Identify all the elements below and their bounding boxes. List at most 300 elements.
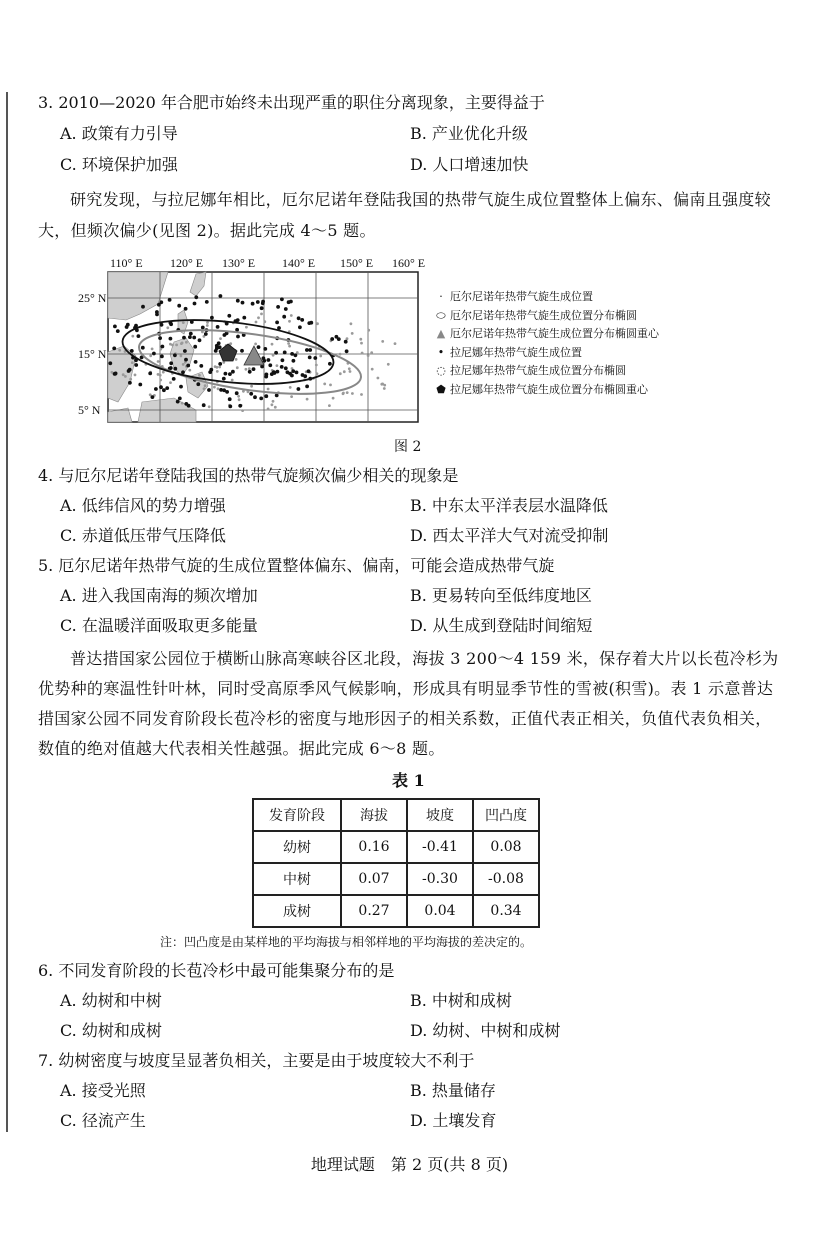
page-footer: 地理试题 第 2 页(共 8 页) [310, 1155, 509, 1174]
cyclone-point [125, 325, 129, 329]
table-cell: -0.41 [407, 831, 473, 863]
cyclone-point [271, 403, 274, 406]
cyclone-point [308, 356, 312, 360]
cyclone-point [222, 377, 226, 381]
cyclone-point [282, 315, 286, 319]
cyclone-point [169, 361, 173, 365]
cyclone-point [128, 381, 132, 385]
header-convexity: 凹凸度 [473, 799, 539, 831]
cyclone-point [127, 369, 131, 373]
q6-option-a[interactable]: A. 幼树和中树 [60, 991, 162, 1010]
cyclone-point [157, 360, 160, 363]
q4-option-a[interactable]: A. 低纬信风的势力增强 [60, 496, 226, 515]
cyclone-point [151, 395, 155, 399]
cyclone-point [134, 374, 137, 377]
cyclone-point [260, 313, 263, 316]
cyclone-point [219, 337, 222, 340]
table-cell: -0.30 [407, 863, 473, 895]
cyclone-point [201, 326, 205, 330]
cyclone-point [272, 370, 276, 374]
cyclone-point [271, 343, 274, 346]
cyclone-point [118, 349, 121, 352]
q4-option-b[interactable]: B. 中东太平洋表层水温降低 [410, 496, 608, 515]
cyclone-point [236, 366, 239, 369]
cyclone-point [289, 386, 292, 389]
cyclone-point [296, 351, 299, 354]
cyclone-point [206, 321, 209, 324]
table-1 [252, 798, 540, 928]
cyclone-point [206, 324, 209, 327]
figure-2-legend [434, 288, 659, 399]
cyclone-point [290, 314, 293, 317]
cyclone-point [155, 310, 159, 314]
cyclone-point [253, 395, 257, 399]
table-cell: 0.34 [473, 895, 539, 927]
cyclone-point [213, 386, 216, 389]
cyclone-point [194, 360, 198, 364]
legend-item: ⬭ 厄尔尼诺年热带气旋生成位置分布椭圆 [434, 307, 659, 326]
table-row [253, 863, 539, 895]
cyclone-point [351, 392, 354, 395]
cyclone-point [342, 392, 345, 395]
table-1-title: 表 1 [392, 771, 425, 790]
cyclone-point [309, 321, 313, 325]
cyclone-point [227, 314, 231, 318]
legend-item: · 厄尔尼诺年热带气旋生成位置 [434, 288, 659, 307]
black-dot-icon: • [437, 345, 445, 359]
cyclone-point [313, 356, 317, 360]
cyclone-point [176, 400, 180, 404]
cyclone-point [257, 316, 260, 319]
cyclone-point [255, 321, 258, 324]
cyclone-point [343, 370, 346, 373]
cyclone-point [216, 366, 219, 369]
cyclone-point [218, 362, 222, 366]
x-tick-110: 110° E [110, 256, 143, 270]
table-cell: 中树 [253, 863, 341, 895]
cyclone-point [224, 372, 228, 376]
figure-2 [78, 252, 428, 427]
x-tick-140: 140° E [282, 256, 316, 270]
table-cell: 成树 [253, 895, 341, 927]
cyclone-point [349, 370, 352, 373]
cyclone-point [248, 367, 251, 370]
cyclone-point [162, 371, 165, 374]
cyclone-point [359, 338, 362, 341]
cyclone-point [177, 304, 181, 308]
cyclone-point [238, 398, 241, 401]
cyclone-point [181, 370, 185, 374]
cyclone-point [275, 321, 279, 325]
cyclone-point [367, 329, 370, 332]
cyclone-point [346, 391, 349, 394]
cyclone-point [198, 374, 201, 377]
legend-item: ◌ 拉尼娜年热带气旋生成位置分布椭圆 [434, 362, 659, 381]
cyclone-point [307, 369, 311, 373]
cyclone-point [228, 397, 232, 401]
cyclone-point [329, 384, 332, 387]
cyclone-point [281, 358, 285, 362]
cyclone-point [274, 406, 277, 409]
cyclone-point [283, 351, 287, 355]
x-tick-130: 130° E [222, 256, 256, 270]
q7-option-a[interactable]: A. 接受光照 [60, 1081, 146, 1100]
cyclone-point [264, 394, 268, 398]
cyclone-point [236, 335, 240, 339]
y-tick-5n: 5° N [78, 403, 101, 417]
cyclone-point [108, 361, 112, 365]
cyclone-point [383, 387, 386, 390]
cyclone-point [181, 402, 184, 405]
cyclone-point [218, 366, 221, 369]
table-cell: 0.07 [341, 863, 407, 895]
cyclone-point [268, 363, 272, 367]
cyclone-point [169, 337, 173, 341]
cyclone-point [182, 363, 185, 366]
cyclone-point [124, 375, 127, 378]
cyclone-point [288, 320, 291, 323]
table-row [253, 831, 539, 863]
cyclone-point [248, 370, 252, 374]
cyclone-point [113, 325, 117, 329]
cyclone-point [129, 378, 132, 381]
cyclone-point [330, 337, 334, 341]
cyclone-point [204, 332, 208, 336]
cyclone-point [185, 341, 188, 344]
cyclone-point [112, 347, 116, 351]
cyclone-point [308, 348, 312, 352]
cyclone-point [228, 372, 232, 376]
cyclone-point [276, 364, 279, 367]
table-cell: 0.16 [341, 831, 407, 863]
cyclone-point [371, 368, 374, 371]
cyclone-point [305, 348, 309, 352]
cyclone-point [265, 373, 269, 377]
cyclone-point [370, 351, 373, 354]
cyclone-point [173, 367, 177, 371]
header-altitude: 海拔 [341, 799, 407, 831]
cyclone-point [228, 405, 232, 409]
cyclone-point [162, 388, 166, 392]
cyclone-point [254, 343, 257, 346]
cyclone-point [172, 377, 176, 381]
cyclone-point [180, 355, 183, 358]
cyclone-point [377, 377, 380, 380]
cyclone-point [332, 397, 335, 400]
cyclone-point [276, 370, 280, 374]
cyclone-point [280, 365, 284, 369]
cyclone-point [360, 393, 363, 396]
cyclone-point [305, 385, 309, 389]
cyclone-point [236, 318, 240, 322]
q3-option-b[interactable]: B. 产业优化升级 [410, 124, 528, 143]
cyclone-point [168, 298, 172, 302]
cyclone-point [205, 300, 209, 304]
cyclone-point [381, 383, 384, 386]
cyclone-point [339, 372, 342, 375]
cyclone-point [131, 335, 134, 338]
cyclone-point [351, 332, 354, 335]
cyclone-point [267, 388, 270, 391]
cyclone-point [202, 403, 206, 407]
q4-option-c[interactable]: C. 赤道低压带气压降低 [60, 526, 226, 545]
q6-option-b[interactable]: B. 中树和成树 [410, 991, 512, 1010]
cyclone-point [158, 336, 162, 340]
cyclone-point [130, 349, 134, 353]
cyclone-point [198, 338, 202, 342]
table-cell: -0.08 [473, 863, 539, 895]
cyclone-point [178, 397, 182, 401]
q5-option-c[interactable]: C. 在温暖洋面吸取更多能量 [60, 616, 258, 635]
q3-option-c[interactable]: C. 环境保护加强 [60, 155, 178, 174]
cyclone-point [182, 321, 185, 324]
cyclone-point [240, 349, 244, 353]
cyclone-point [263, 347, 267, 351]
cyclone-point [241, 301, 245, 305]
cyclone-point [192, 336, 196, 340]
cyclone-point [165, 386, 169, 390]
cyclone-point [295, 371, 299, 375]
cyclone-point [193, 345, 197, 349]
cyclone-point [217, 387, 220, 390]
cyclone-point [245, 326, 248, 329]
cyclone-point [134, 363, 138, 367]
cyclone-point [217, 341, 221, 345]
cyclone-point [184, 307, 188, 311]
cyclone-point [284, 366, 288, 370]
cyclone-point [231, 379, 234, 382]
table-1-note: 注：凹凸度是由某样地的平均海拔与相邻样地的平均海拔的差决定的。 [160, 935, 533, 949]
cyclone-point [149, 354, 152, 357]
cyclone-point [306, 398, 309, 401]
cyclone-point [235, 391, 239, 395]
cyclone-point [263, 320, 266, 323]
q6-option-d[interactable]: D. 幼树、中树和成树 [410, 1021, 561, 1040]
figure-2-map [78, 252, 428, 427]
cyclone-point [161, 345, 165, 349]
cyclone-point [238, 404, 242, 408]
cyclone-point [257, 345, 261, 349]
cyclone-point [131, 361, 134, 364]
intro-4-5: 研究发现，与拉尼娜年相比，厄尔尼诺年登陆我国的热带气旋生成位置整体上偏东、偏南且强度较大，但频次偏少(见图 2)。据此完成 4～5 题。 [38, 190, 771, 240]
cyclone-point [229, 342, 232, 345]
cyclone-point [267, 408, 270, 411]
cyclone-point [208, 405, 211, 408]
cyclone-point [204, 384, 207, 387]
cyclone-point [151, 348, 154, 351]
cyclone-point [394, 342, 397, 345]
cyclone-point [251, 302, 255, 306]
cyclone-point [387, 363, 390, 366]
cyclone-point [141, 346, 145, 350]
cyclone-point [210, 316, 214, 320]
black-pentagon-icon: ⬟ [436, 382, 446, 396]
cyclone-point [280, 297, 284, 301]
gray-triangle-icon: ▲ [436, 327, 446, 340]
x-tick-120: 120° E [170, 256, 204, 270]
q4-option-d[interactable]: D. 西太平洋大气对流受抑制 [410, 526, 609, 545]
cyclone-point [222, 361, 225, 364]
cyclone-point [259, 397, 263, 401]
cyclone-point [113, 372, 117, 376]
cyclone-point [346, 337, 349, 340]
cyclone-point [169, 366, 173, 370]
cyclone-point [303, 374, 307, 378]
cyclone-point [179, 385, 183, 389]
cyclone-point [315, 364, 318, 367]
cyclone-point [196, 382, 200, 386]
cyclone-point [319, 355, 322, 358]
cyclone-point [267, 358, 271, 362]
cyclone-point [236, 299, 240, 303]
cyclone-point [116, 329, 120, 333]
cyclone-point [169, 343, 172, 346]
cyclone-point [159, 374, 162, 377]
cyclone-point [152, 352, 156, 356]
cyclone-point [183, 349, 187, 353]
cyclone-point [216, 370, 219, 373]
header-slope: 坡度 [407, 799, 473, 831]
cyclone-point [122, 373, 125, 376]
cyclone-point [141, 305, 145, 309]
y-tick-15n: 15° N [78, 347, 107, 361]
cyclone-point [184, 358, 188, 362]
header-stage: 发育阶段 [253, 799, 341, 831]
cyclone-point [215, 346, 219, 350]
q7-stem: 7. 幼树密度与坡度呈显著负相关，主要是由于坡度较大不利于 [38, 1051, 475, 1070]
cyclone-point [345, 349, 349, 353]
table-cell: 幼树 [253, 831, 341, 863]
x-tick-150: 150° E [340, 256, 374, 270]
cyclone-point [316, 372, 319, 375]
table-cell: 0.27 [341, 895, 407, 927]
cyclone-point [222, 388, 226, 392]
cyclone-point [300, 318, 304, 322]
cyclone-point [193, 302, 197, 306]
q3-option-d[interactable]: D. 人口增速加快 [410, 155, 529, 174]
cyclone-point [138, 383, 142, 387]
cyclone-point [137, 334, 141, 338]
cyclone-point [242, 316, 246, 320]
cyclone-point [297, 316, 301, 320]
cyclone-point [328, 362, 332, 366]
small-gray-dot-icon: · [439, 290, 443, 303]
figure-2-caption: 图 2 [394, 439, 422, 455]
margin-rule [6, 92, 8, 1132]
cyclone-point [173, 353, 177, 357]
cyclone-point [288, 345, 291, 348]
q6-stem: 6. 不同发育阶段的长苞冷杉中最可能集聚分布的是 [38, 961, 395, 980]
cyclone-point [272, 400, 275, 403]
cyclone-point [262, 356, 266, 360]
table-cell: 0.04 [407, 895, 473, 927]
table-row [253, 895, 539, 927]
x-tick-160: 160° E [392, 256, 426, 270]
cyclone-point [260, 306, 264, 310]
cyclone-point [188, 369, 191, 372]
cyclone-point [187, 404, 191, 408]
legend-item: ⬟ 拉尼娜年热带气旋生成位置分布椭圆重心 [434, 381, 659, 400]
cyclone-point [148, 372, 152, 376]
cyclone-point [272, 354, 275, 357]
legend-item: ▲ 厄尔尼诺年热带气旋生成位置分布椭圆重心 [434, 325, 659, 344]
q5-option-a[interactable]: A. 进入我国南海的频次增加 [60, 586, 258, 605]
q6-option-c[interactable]: C. 幼树和成树 [60, 1021, 162, 1040]
table-cell: 0.08 [473, 831, 539, 863]
q7-option-d[interactable]: D. 土壤发育 [410, 1111, 497, 1130]
cyclone-point [344, 340, 348, 344]
cyclone-point [166, 326, 169, 329]
q5-option-d[interactable]: D. 从生成到登陆时间缩短 [410, 616, 593, 635]
cyclone-point [203, 387, 206, 390]
q5-stem: 5. 厄尔尼诺年热带气旋的生成位置整体偏东、偏南，可能会造成热带气旋 [38, 556, 555, 575]
q7-option-b[interactable]: B. 热量储存 [410, 1081, 496, 1100]
cyclone-point [237, 395, 240, 398]
cyclone-point [175, 344, 178, 347]
cyclone-point [284, 307, 288, 311]
cyclone-point [199, 364, 203, 368]
y-tick-25n: 25° N [78, 291, 107, 305]
cyclone-point [274, 351, 278, 355]
cyclone-point [290, 395, 293, 398]
q3-stem: 3. 2010—2020 年合肥市始终未出现严重的职住分离现象，主要得益于 [38, 93, 545, 112]
table-header-row [253, 799, 539, 831]
cyclone-point [339, 353, 342, 356]
cyclone-point [361, 352, 364, 355]
black-ellipse-icon: ◌ [436, 364, 446, 377]
cyclone-point [189, 332, 193, 336]
q5-option-b[interactable]: B. 更易转向至低纬度地区 [410, 586, 592, 605]
intro-6-8: 普达措国家公园位于横断山脉高寒峡谷区北段，海拔 3 200～4 159 米，保存着大片以长苞冷杉为优势种的寒温性针叶林，同时受高原季风气候影响，形成具有明显季节性的雪被(积雪)。表 1 示意普达措国家公园不同发育阶段长苞冷杉的密度与地形因子的相关系数，正值代表正相关，负值代表负相关，数值的绝对值越大代表相关性越强。据此完成 6～8 题。 [38, 649, 779, 758]
cyclone-point [367, 354, 370, 357]
cyclone-point [159, 385, 163, 389]
cyclone-point [290, 352, 294, 356]
cyclone-point [292, 359, 296, 363]
cyclone-point [381, 340, 384, 343]
cyclone-point [350, 322, 353, 325]
cyclone-point [328, 404, 331, 407]
q7-option-c[interactable]: C. 径流产生 [60, 1111, 146, 1130]
cyclone-point [159, 379, 162, 382]
cyclone-point [235, 358, 238, 361]
cyclone-point [182, 336, 186, 340]
legend-item: • 拉尼娜年热带气旋生成位置 [434, 344, 659, 363]
cyclone-point [256, 300, 260, 304]
cyclone-point [241, 409, 244, 412]
cyclone-point [194, 295, 198, 299]
cyclone-point [298, 325, 302, 329]
cyclone-point [297, 387, 301, 391]
cyclone-point [323, 383, 326, 386]
cyclone-point [337, 337, 341, 341]
cyclone-point [154, 387, 158, 391]
cyclone-point [287, 342, 290, 345]
cyclone-point [207, 388, 211, 392]
cyclone-point [294, 353, 298, 357]
cyclone-point [186, 364, 190, 368]
q3-option-a[interactable]: A. 政策有力引导 [60, 124, 178, 143]
cyclone-point [360, 342, 363, 345]
cyclone-point [261, 300, 265, 304]
q4-stem: 4. 与厄尔尼诺年登陆我国的热带气旋频次偏少相关的现象是 [38, 466, 459, 485]
cyclone-point [348, 367, 351, 370]
cyclone-point [252, 367, 256, 371]
cyclone-point [208, 370, 212, 374]
cyclone-point [169, 381, 172, 384]
cyclone-point [291, 369, 295, 373]
cyclone-point [250, 385, 253, 388]
cyclone-point [316, 322, 319, 325]
